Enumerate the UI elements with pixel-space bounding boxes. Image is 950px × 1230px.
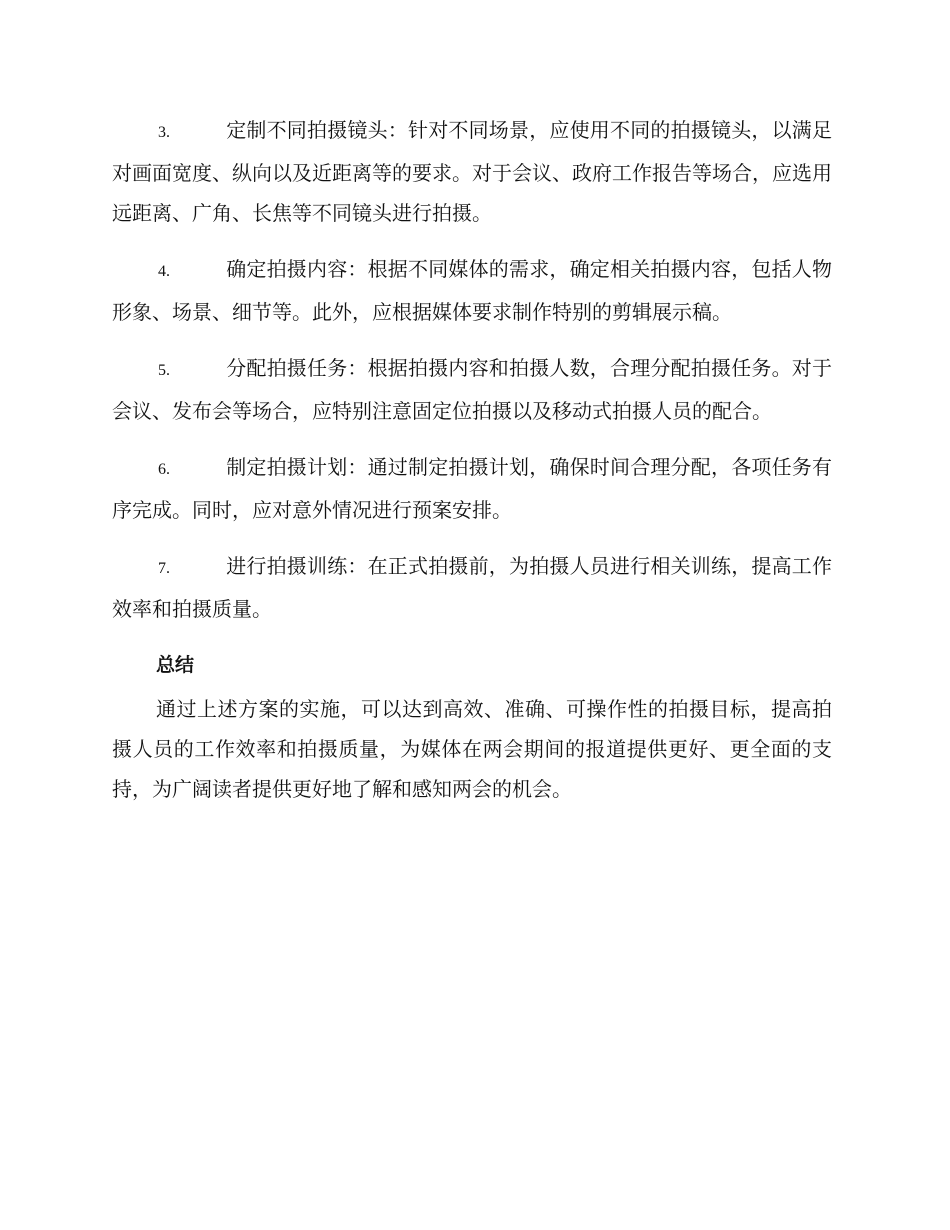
list-item-4: [112, 249, 832, 332]
list-item-5: [112, 348, 832, 431]
list-item-text: 制定拍摄计划：通过制定拍摄计划，确保时间合理分配，各项任务有序完成。同时，应对意外情况进行预案安排。: [112, 455, 832, 522]
list-item-text: 确定拍摄内容：根据不同媒体的需求，确定相关拍摄内容，包括人物形象、场景、细节等。此外，应根据媒体要求制作特别的剪辑展示稿。: [112, 257, 832, 324]
summary-heading: 总结: [156, 654, 195, 676]
list-item-3: [112, 110, 832, 233]
list-item-7: [112, 546, 832, 629]
list-item-number: 6.: [158, 461, 170, 478]
list-item-number: 4.: [158, 263, 170, 280]
list-item-number: 7.: [158, 560, 170, 577]
list-item-text: 进行拍摄训练：在正式拍摄前，为拍摄人员进行相关训练，提高工作效率和拍摄质量。: [112, 554, 832, 621]
list-item-text: 分配拍摄任务：根据拍摄内容和拍摄人数，合理分配拍摄任务。对于会议、发布会等场合，应特别注意固定位拍摄以及移动式拍摄人员的配合。: [112, 356, 832, 423]
list-item-number: 3.: [158, 124, 170, 141]
summary-paragraph: 通过上述方案的实施，可以达到高效、准确、可操作性的拍摄目标，提高拍摄人员的工作效率和拍摄质量，为媒体在两会期间的报道提供更好、更全面的支持，为广阔读者提供更好地了解和感知两会的机会。: [112, 697, 832, 801]
list-item-number: 5.: [158, 362, 170, 379]
list-item-text: 定制不同拍摄镜头：针对不同场景，应使用不同的拍摄镜头，以满足对画面宽度、纵向以及近距离等的要求。对于会议、政府工作报告等场合，应选用远距离、广角、长焦等不同镜头进行拍摄。: [112, 118, 832, 225]
list-item-6: [112, 447, 832, 530]
